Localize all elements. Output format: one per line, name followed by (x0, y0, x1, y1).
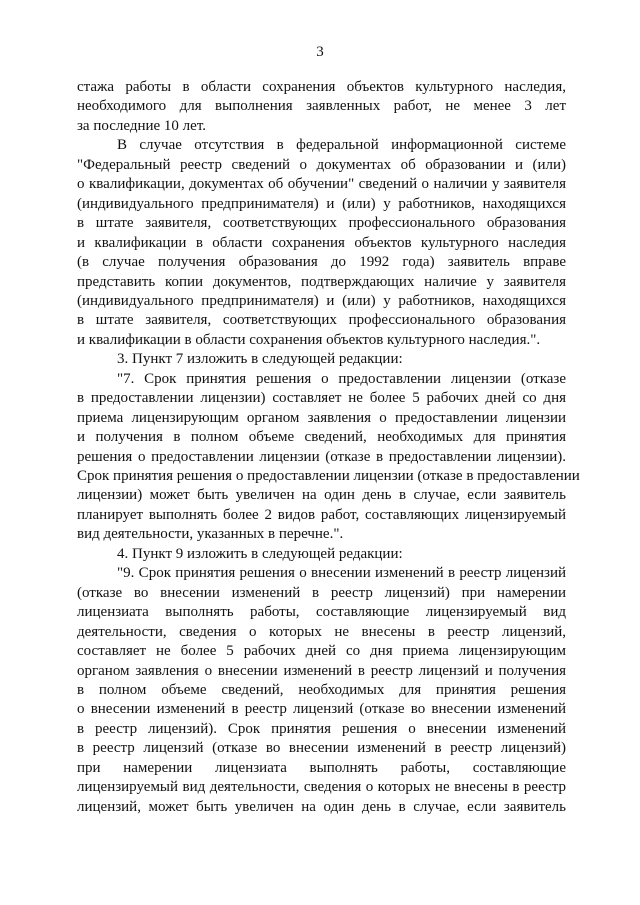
text-line: стажа работы в области сохранения объектов культурного наследия, (77, 79, 566, 95)
text-line: в реестр лицензий (отказе во внесении изменений в реестр лицензий) (77, 740, 566, 757)
text-line: и получения в полном объеме сведений, необходимых для принятия (77, 429, 566, 446)
text-line: и квалификации в области сохранения объектов культурного наследия (77, 234, 566, 251)
page-number: 3 (316, 44, 324, 60)
text-line: "9. Срок принятия решения о внесении изменений в реестр лицензий (117, 565, 566, 582)
text-line: представить копии документов, подтверждающих наличие у заявителя (77, 273, 566, 290)
text-line: В случае отсутствия в федеральной информационной системе (117, 137, 566, 154)
text-line: лицензируемый вид деятельности, сведения о которых не внесены в реестр (77, 779, 566, 796)
text-line: в штате заявителя, соответствующих профессионального образования (77, 312, 566, 329)
text-line: о внесении изменений в реестр лицензий (отказе во внесении изменений (77, 701, 566, 718)
text-line: при намерении лицензиата выполнять работы, составляющие (77, 759, 566, 776)
text-line: (индивидуального предпринимателя) и (или) у работников, находящихся (77, 195, 566, 212)
text-line: решения о предоставлении лицензии (отказе в предоставлении лицензии). (77, 448, 566, 465)
text-line: органом заявления о внесении изменений в реестр лицензий и получения (77, 662, 566, 679)
text-line: необходимого для выполнения заявленных работ, не менее 3 лет (77, 98, 566, 115)
text-line: (в случае получения образования до 1992 года) заявитель вправе (77, 254, 566, 271)
text-line: в штате заявителя, соответствующих профессионального образования (77, 215, 566, 232)
text-line: лицензий, может быть увеличен на один день в случае, если заявитель (77, 798, 566, 815)
text-line: планирует выполнять более 2 видов работ, составляющих лицензируемый (77, 506, 566, 523)
text-line: и квалификации в области сохранения объектов культурного наследия.". (77, 331, 541, 348)
text-line: за последние 10 лет. (77, 117, 207, 134)
text-line: вид деятельности, указанных в перечне.". (77, 526, 344, 543)
text-line: в реестр лицензий). Срок принятия решения о внесении изменений (77, 720, 566, 737)
text-line: в предоставлении лицензии) составляет не более 5 рабочих дней со дня (77, 390, 566, 407)
text-line: 4. Пункт 9 изложить в следующей редакции: (117, 545, 403, 562)
text-line: лицензиата выполнять работы, составляющие лицензируемый вид (77, 604, 566, 621)
text-line: (отказе во внесении изменений в реестр лицензий) при намерении (77, 584, 566, 601)
text-line: "7. Срок принятия решения о предоставлении лицензии (отказе (117, 370, 566, 387)
text-line: приема лицензирующим органом заявления о предоставлении лицензии (77, 409, 566, 426)
text-line: лицензии) может быть увеличен на один день в случае, если заявитель (77, 487, 566, 504)
text-line: 3. Пункт 7 изложить в следующей редакции: (117, 351, 403, 368)
text-line: деятельности, сведения о которых не внесены в реестр лицензий, (77, 623, 566, 640)
text-line: (индивидуального предпринимателя) и (или) у работников, находящихся (77, 292, 566, 309)
text-line: "Федеральный реестр сведений о документах об образовании и (или) (77, 156, 566, 173)
text-line: Срок принятия решения о предоставлении лицензии (отказе в предоставлении (77, 468, 580, 484)
text-line: составляет не более 5 рабочих дней со дня приема лицензирующим (77, 643, 566, 660)
text-line: в полном объеме сведений, необходимых для принятия решения (77, 681, 566, 698)
text-line: о квалификации, документах об обучении" сведений о наличии у заявителя (77, 176, 566, 193)
